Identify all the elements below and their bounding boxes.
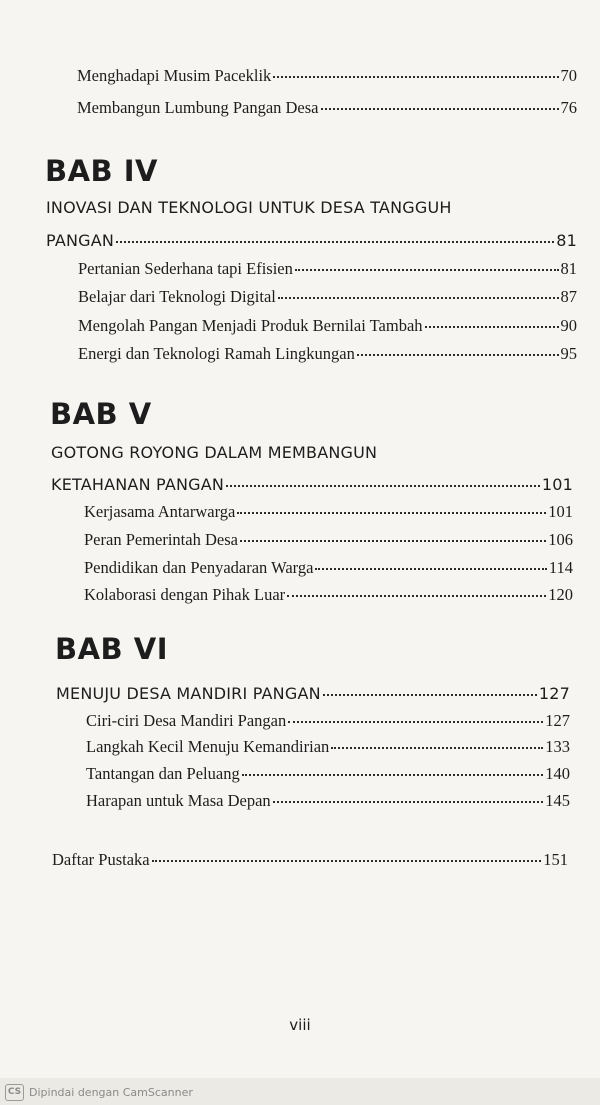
toc-entry <box>84 502 573 522</box>
chapter-title-line: KETAHANAN PANGAN <box>51 475 225 494</box>
entry-title: Harapan untuk Masa Depan <box>86 791 271 810</box>
chapter-title-entry <box>56 684 570 704</box>
chapter-title-line: PANGAN <box>46 231 115 250</box>
dot-leader <box>288 721 543 723</box>
entry-title: Langkah Kecil Menuju Kemandirian <box>86 737 330 756</box>
entry-title: Tantangan dan Peluang <box>86 764 240 783</box>
toc-entry <box>84 558 573 578</box>
dot-leader <box>152 860 542 862</box>
page-number: viii <box>289 1016 311 1034</box>
watermark-text: Dipindai dengan CamScanner <box>29 1086 193 1099</box>
toc-entry <box>77 98 577 118</box>
entry-title: Menghadapi Musim Paceklik <box>77 66 272 85</box>
chapter-heading: BAB V <box>50 397 152 431</box>
dot-leader <box>237 512 546 514</box>
dot-leader <box>273 76 558 78</box>
chapter-heading: BAB VI <box>55 632 168 666</box>
toc-entry <box>86 764 570 784</box>
dot-leader <box>273 801 544 803</box>
entry-page: 133 <box>545 737 570 756</box>
chapter-heading: BAB IV <box>45 154 158 188</box>
toc-entry <box>78 287 577 307</box>
chapter-title-entry <box>46 231 577 251</box>
camscanner-logo-icon: CS <box>5 1084 24 1101</box>
entry-page: 145 <box>545 791 570 810</box>
chapter-title-line: MENUJU DESA MANDIRI PANGAN <box>56 684 321 703</box>
entry-title: Belajar dari Teknologi Digital <box>78 287 276 306</box>
entry-title: Membangun Lumbung Pangan Desa <box>77 98 319 117</box>
dot-leader <box>226 485 540 487</box>
entry-title: Pertanian Sederhana tapi Efisien <box>78 259 293 278</box>
dot-leader <box>425 326 559 328</box>
entry-page: 140 <box>545 764 570 783</box>
entry-page: 81 <box>556 231 577 250</box>
entry-page: 87 <box>560 287 577 306</box>
entry-title: Peran Pemerintah Desa <box>84 530 238 549</box>
toc-entry <box>78 259 577 279</box>
toc-entry <box>84 585 573 605</box>
scanner-watermark <box>5 1084 193 1101</box>
toc-entry <box>84 530 573 550</box>
toc-entry <box>78 316 577 336</box>
toc-entry <box>86 711 570 731</box>
entry-page: 151 <box>543 850 568 869</box>
dot-leader <box>315 568 546 570</box>
dot-leader <box>295 269 559 271</box>
toc-entry <box>86 791 570 811</box>
entry-page: 81 <box>560 259 577 278</box>
entry-page: 76 <box>560 98 577 117</box>
entry-page: 114 <box>548 558 573 577</box>
entry-page: 90 <box>560 316 577 335</box>
chapter-title-entry <box>51 475 573 495</box>
entry-page: 120 <box>548 585 573 604</box>
dot-leader <box>116 241 554 243</box>
dot-leader <box>321 108 559 110</box>
entry-page: 101 <box>541 475 573 494</box>
chapter-title-line: GOTONG ROYONG DALAM MEMBANGUN <box>51 443 378 462</box>
entry-title: Energi dan Teknologi Ramah Lingkungan <box>78 344 355 363</box>
entry-title: Daftar Pustaka <box>52 850 150 869</box>
entry-page: 127 <box>545 711 570 730</box>
entry-title: Kolaborasi dengan Pihak Luar <box>84 585 286 604</box>
dot-leader <box>240 540 546 542</box>
dot-leader <box>323 694 537 696</box>
entry-page: 127 <box>538 684 570 703</box>
chapter-title-line: INOVASI DAN TEKNOLOGI UNTUK DESA TANGGUH <box>46 198 452 217</box>
entry-title: Kerjasama Antarwarga <box>84 502 236 521</box>
entry-page: 106 <box>548 530 573 549</box>
toc-entry <box>78 344 577 364</box>
entry-title: Mengolah Pangan Menjadi Produk Bernilai Tambah <box>78 316 423 335</box>
dot-leader <box>278 297 559 299</box>
dot-leader <box>331 747 543 749</box>
entry-page: 101 <box>548 502 573 521</box>
dot-leader <box>242 774 544 776</box>
dot-leader <box>357 354 559 356</box>
entry-title: Ciri-ciri Desa Mandiri Pangan <box>86 711 287 730</box>
toc-entry <box>77 66 577 86</box>
entry-page: 95 <box>560 344 577 363</box>
entry-title: Pendidikan dan Penyadaran Warga <box>84 558 314 577</box>
toc-entry <box>86 737 570 757</box>
toc-entry-bibliography <box>52 850 568 870</box>
entry-page: 70 <box>560 66 577 85</box>
dot-leader <box>287 595 546 597</box>
